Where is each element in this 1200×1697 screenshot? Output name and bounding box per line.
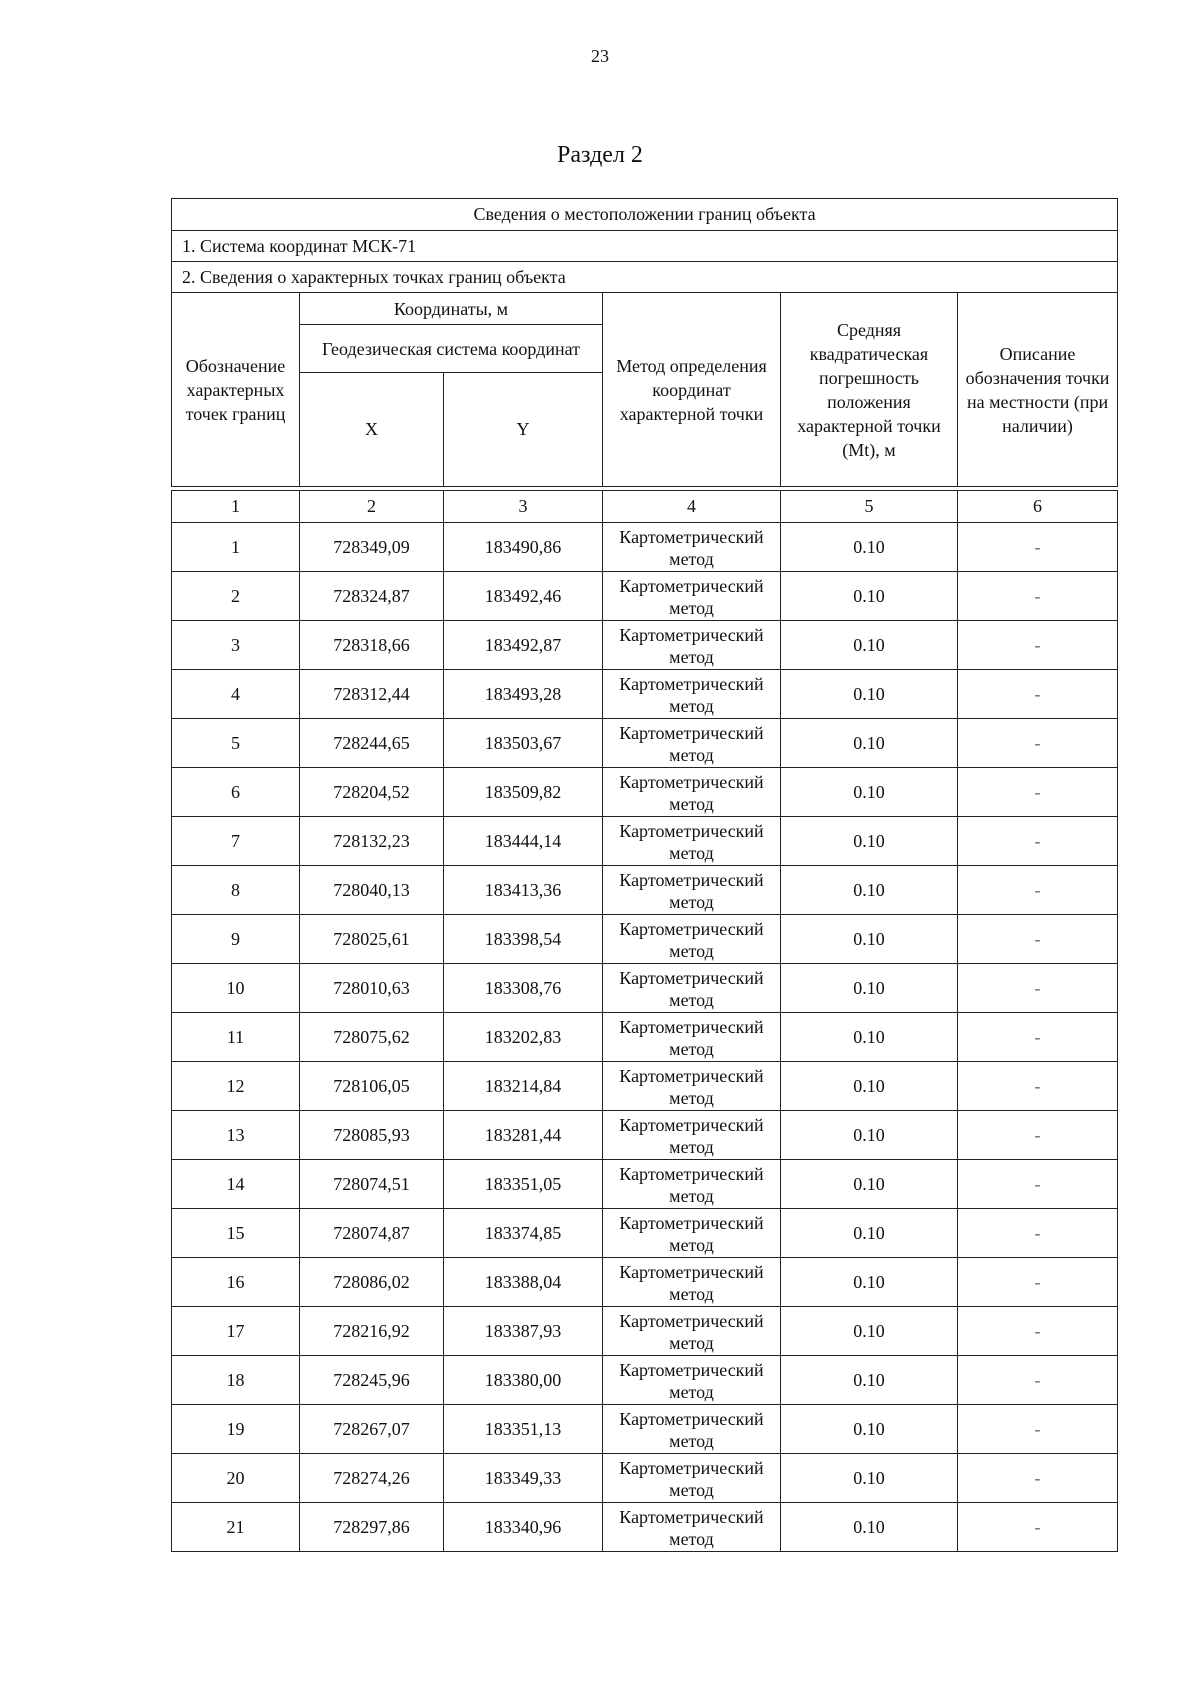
description: - bbox=[958, 866, 1118, 915]
method: Картометрический метод bbox=[603, 1503, 781, 1552]
coord-y: 183214,84 bbox=[444, 1062, 603, 1111]
header-x: X bbox=[300, 373, 444, 487]
coord-x: 728324,87 bbox=[300, 572, 444, 621]
description: - bbox=[958, 1013, 1118, 1062]
mt-error: 0.10 bbox=[781, 572, 958, 621]
point-number: 10 bbox=[172, 964, 300, 1013]
coord-y: 183413,36 bbox=[444, 866, 603, 915]
header-designation: Обозначение характерных точек границ bbox=[172, 293, 300, 487]
mt-error: 0.10 bbox=[781, 1405, 958, 1454]
method: Картометрический метод bbox=[603, 915, 781, 964]
point-number: 12 bbox=[172, 1062, 300, 1111]
table-row bbox=[172, 1307, 1118, 1356]
table-row bbox=[172, 1013, 1118, 1062]
coord-y: 183387,93 bbox=[444, 1307, 603, 1356]
mt-error: 0.10 bbox=[781, 866, 958, 915]
point-number: 14 bbox=[172, 1160, 300, 1209]
method: Картометрический метод bbox=[603, 572, 781, 621]
description: - bbox=[958, 523, 1118, 572]
coord-y: 183503,67 bbox=[444, 719, 603, 768]
table-row bbox=[172, 1503, 1118, 1552]
table-row bbox=[172, 1160, 1118, 1209]
coord-y: 183202,83 bbox=[444, 1013, 603, 1062]
description: - bbox=[958, 670, 1118, 719]
method: Картометрический метод bbox=[603, 964, 781, 1013]
mt-error: 0.10 bbox=[781, 964, 958, 1013]
method: Картометрический метод bbox=[603, 1356, 781, 1405]
description: - bbox=[958, 768, 1118, 817]
coord-y: 183281,44 bbox=[444, 1111, 603, 1160]
header-description: Описание обозначения точки на местности (при наличии) bbox=[958, 293, 1118, 487]
coord-y: 183493,28 bbox=[444, 670, 603, 719]
coord-x: 728297,86 bbox=[300, 1503, 444, 1552]
table-row bbox=[172, 1356, 1118, 1405]
point-number: 19 bbox=[172, 1405, 300, 1454]
description: - bbox=[958, 621, 1118, 670]
coord-x: 728349,09 bbox=[300, 523, 444, 572]
mt-error: 0.10 bbox=[781, 719, 958, 768]
point-number: 6 bbox=[172, 768, 300, 817]
mt-error: 0.10 bbox=[781, 768, 958, 817]
coord-x: 728318,66 bbox=[300, 621, 444, 670]
description: - bbox=[958, 1503, 1118, 1552]
table-row bbox=[172, 1454, 1118, 1503]
boundary-table-container bbox=[171, 198, 1117, 1552]
point-number: 17 bbox=[172, 1307, 300, 1356]
table-row bbox=[172, 670, 1118, 719]
description: - bbox=[958, 1258, 1118, 1307]
point-number: 16 bbox=[172, 1258, 300, 1307]
method: Картометрический метод bbox=[603, 1013, 781, 1062]
table-row bbox=[172, 1209, 1118, 1258]
table-title: Сведения о местоположении границ объекта bbox=[172, 199, 1118, 231]
column-number: 5 bbox=[781, 491, 958, 523]
table-row bbox=[172, 719, 1118, 768]
coord-y: 183351,05 bbox=[444, 1160, 603, 1209]
mt-error: 0.10 bbox=[781, 523, 958, 572]
method: Картометрический метод bbox=[603, 1405, 781, 1454]
point-number: 15 bbox=[172, 1209, 300, 1258]
table-row bbox=[172, 1258, 1118, 1307]
description: - bbox=[958, 1160, 1118, 1209]
point-number: 20 bbox=[172, 1454, 300, 1503]
coord-x: 728216,92 bbox=[300, 1307, 444, 1356]
description: - bbox=[958, 817, 1118, 866]
header-error: Средняя квадратическая погрешность положения характерной точки (Mt), м bbox=[781, 293, 958, 487]
coord-y: 183492,87 bbox=[444, 621, 603, 670]
method: Картометрический метод bbox=[603, 1454, 781, 1503]
coord-x: 728025,61 bbox=[300, 915, 444, 964]
method: Картометрический метод bbox=[603, 1307, 781, 1356]
description: - bbox=[958, 1454, 1118, 1503]
coord-y: 183509,82 bbox=[444, 768, 603, 817]
table-row bbox=[172, 523, 1118, 572]
coord-y: 183340,96 bbox=[444, 1503, 603, 1552]
table-row bbox=[172, 1405, 1118, 1454]
table-row bbox=[172, 866, 1118, 915]
method: Картометрический метод bbox=[603, 719, 781, 768]
mt-error: 0.10 bbox=[781, 1307, 958, 1356]
coord-x: 728085,93 bbox=[300, 1111, 444, 1160]
method: Картометрический метод bbox=[603, 523, 781, 572]
coord-x: 728267,07 bbox=[300, 1405, 444, 1454]
mt-error: 0.10 bbox=[781, 1209, 958, 1258]
boundary-table bbox=[171, 198, 1118, 1552]
column-number: 3 bbox=[444, 491, 603, 523]
coord-y: 183380,00 bbox=[444, 1356, 603, 1405]
table-row bbox=[172, 1111, 1118, 1160]
coord-y: 183398,54 bbox=[444, 915, 603, 964]
description: - bbox=[958, 1209, 1118, 1258]
header-coordinates: Координаты, м bbox=[300, 293, 603, 325]
table-row bbox=[172, 572, 1118, 621]
coord-x: 728245,96 bbox=[300, 1356, 444, 1405]
coord-x: 728312,44 bbox=[300, 670, 444, 719]
header-method: Метод определения координат характерной точки bbox=[603, 293, 781, 487]
table-row bbox=[172, 621, 1118, 670]
coord-y: 183308,76 bbox=[444, 964, 603, 1013]
coord-y: 183388,04 bbox=[444, 1258, 603, 1307]
method: Картометрический метод bbox=[603, 1258, 781, 1307]
coord-x: 728040,13 bbox=[300, 866, 444, 915]
mt-error: 0.10 bbox=[781, 1454, 958, 1503]
point-number: 9 bbox=[172, 915, 300, 964]
description: - bbox=[958, 719, 1118, 768]
coord-y: 183492,46 bbox=[444, 572, 603, 621]
section-title: Раздел 2 bbox=[557, 142, 643, 168]
table-row bbox=[172, 964, 1118, 1013]
table-row bbox=[172, 817, 1118, 866]
coord-x: 728204,52 bbox=[300, 768, 444, 817]
header-geodetic-system: Геодезическая система координат bbox=[300, 325, 603, 373]
description: - bbox=[958, 1405, 1118, 1454]
points-caption: 2. Сведения о характерных точках границ объекта bbox=[172, 262, 1118, 293]
method: Картометрический метод bbox=[603, 670, 781, 719]
point-rows bbox=[172, 523, 1118, 1552]
coord-y: 183351,13 bbox=[444, 1405, 603, 1454]
table-row bbox=[172, 915, 1118, 964]
point-number: 21 bbox=[172, 1503, 300, 1552]
header-y: Y bbox=[444, 373, 603, 487]
mt-error: 0.10 bbox=[781, 915, 958, 964]
description: - bbox=[958, 915, 1118, 964]
coord-y: 183490,86 bbox=[444, 523, 603, 572]
coord-y: 183374,85 bbox=[444, 1209, 603, 1258]
description: - bbox=[958, 1307, 1118, 1356]
point-number: 4 bbox=[172, 670, 300, 719]
coord-y: 183444,14 bbox=[444, 817, 603, 866]
coord-y: 183349,33 bbox=[444, 1454, 603, 1503]
coord-system-label: 1. Система координат МСК-71 bbox=[172, 231, 1118, 262]
coord-x: 728074,51 bbox=[300, 1160, 444, 1209]
point-number: 11 bbox=[172, 1013, 300, 1062]
method: Картометрический метод bbox=[603, 866, 781, 915]
mt-error: 0.10 bbox=[781, 817, 958, 866]
description: - bbox=[958, 572, 1118, 621]
column-number: 1 bbox=[172, 491, 300, 523]
column-number: 6 bbox=[958, 491, 1118, 523]
description: - bbox=[958, 1062, 1118, 1111]
mt-error: 0.10 bbox=[781, 670, 958, 719]
mt-error: 0.10 bbox=[781, 1356, 958, 1405]
point-number: 7 bbox=[172, 817, 300, 866]
table-row bbox=[172, 768, 1118, 817]
page-number: 23 bbox=[591, 46, 609, 66]
coord-x: 728244,65 bbox=[300, 719, 444, 768]
mt-error: 0.10 bbox=[781, 1062, 958, 1111]
method: Картометрический метод bbox=[603, 1209, 781, 1258]
mt-error: 0.10 bbox=[781, 1258, 958, 1307]
coord-x: 728274,26 bbox=[300, 1454, 444, 1503]
mt-error: 0.10 bbox=[781, 1160, 958, 1209]
description: - bbox=[958, 1111, 1118, 1160]
coord-x: 728075,62 bbox=[300, 1013, 444, 1062]
method: Картометрический метод bbox=[603, 621, 781, 670]
method: Картометрический метод bbox=[603, 1111, 781, 1160]
description: - bbox=[958, 1356, 1118, 1405]
coord-x: 728132,23 bbox=[300, 817, 444, 866]
mt-error: 0.10 bbox=[781, 621, 958, 670]
point-number: 8 bbox=[172, 866, 300, 915]
point-number: 5 bbox=[172, 719, 300, 768]
column-number-row bbox=[172, 491, 1118, 523]
method: Картометрический метод bbox=[603, 1062, 781, 1111]
point-number: 1 bbox=[172, 523, 300, 572]
method: Картометрический метод bbox=[603, 817, 781, 866]
coord-x: 728074,87 bbox=[300, 1209, 444, 1258]
point-number: 13 bbox=[172, 1111, 300, 1160]
table-row bbox=[172, 1062, 1118, 1111]
column-number: 4 bbox=[603, 491, 781, 523]
point-number: 3 bbox=[172, 621, 300, 670]
point-number: 18 bbox=[172, 1356, 300, 1405]
mt-error: 0.10 bbox=[781, 1503, 958, 1552]
coord-x: 728010,63 bbox=[300, 964, 444, 1013]
method: Картометрический метод bbox=[603, 768, 781, 817]
point-number: 2 bbox=[172, 572, 300, 621]
column-number: 2 bbox=[300, 491, 444, 523]
coord-x: 728086,02 bbox=[300, 1258, 444, 1307]
description: - bbox=[958, 964, 1118, 1013]
method: Картометрический метод bbox=[603, 1160, 781, 1209]
mt-error: 0.10 bbox=[781, 1013, 958, 1062]
mt-error: 0.10 bbox=[781, 1111, 958, 1160]
coord-x: 728106,05 bbox=[300, 1062, 444, 1111]
